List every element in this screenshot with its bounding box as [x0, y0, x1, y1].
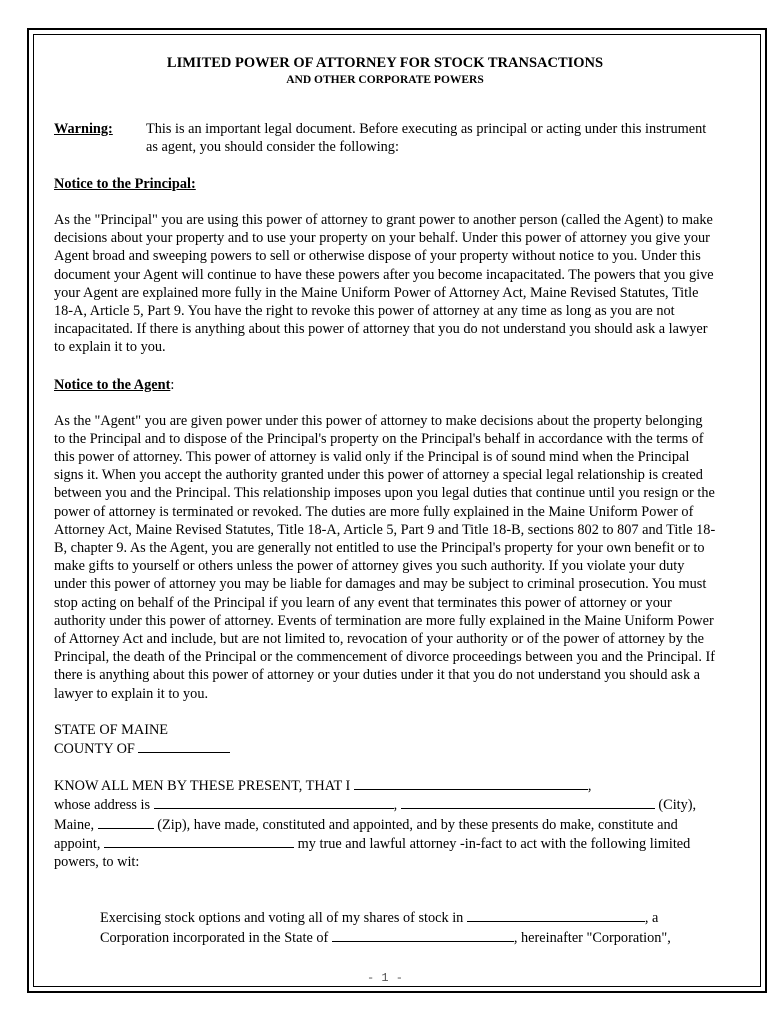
warning-block — [54, 120, 716, 156]
corporation-name-field[interactable] — [467, 908, 645, 922]
powers-text: powers, to wit: — [54, 854, 140, 871]
exercising-paragraph — [100, 908, 716, 946]
zip-field[interactable] — [98, 815, 154, 829]
city-field[interactable] — [401, 795, 655, 809]
maine-label: Maine, — [54, 816, 95, 833]
know-intro: KNOW ALL MEN BY THESE PRESENT, THAT I — [54, 778, 351, 795]
state-line: STATE OF MAINE — [54, 721, 169, 738]
document-subtitle: AND OTHER CORPORATE POWERS — [286, 74, 484, 86]
warning-label: Warning: — [54, 121, 113, 137]
appoint-label: appoint, — [54, 835, 101, 852]
attorney-name-field[interactable] — [104, 834, 294, 848]
agent-heading-text: Notice to the Agent — [54, 376, 171, 393]
agent-heading — [54, 376, 716, 394]
agent-text: As the "Agent" you are given power under this power of attorney to make decisions about the property belonging to the Principal and to dispose of the Principal's property on the Principal's behalf in accordance with the terms of this power of attorney. This power of attorney is valid only if the Principal is of sound mind when the Principal signs it. When you accept the authority granted under this power of attorney a special legal relationship is created between you and the Principal. This relationship imposes upon you legal duties that continue until you resign or the power of attorney is terminated or revoked. The duties are more fully explained in the Maine Uniform Power of Attorney Act, Maine Revised Statutes, Title 18-A, Article 5, Part 9 and Title 18-B, sections 802 to 807 and Title 18-B, chapter 9. As the Agent, you are generally not entitled to use the Principal's property for your own benefit or to make gifts to yourself or others unless the power of attorney gives you such authority. If you violate your duty under this power of attorney you may be liable for damages and may be subject to criminal prosecution. You must stop acting on behalf of the Principal if you learn of any event that terminates this power of attorney or your authority under this power of attorney. Events of termination are more fully explained in the Maine Uniform Power of Attorney Act and include, but are not limited to, revocation of your authority or of the power of attorney by the Principal, the death of the Principal or the commencement of divorce proceedings between you and the Principal. If there is anything about this power of attorney or your duties under it that you do not understand you should ask a lawyer to explain it to you. — [54, 412, 716, 702]
principal-heading — [54, 175, 716, 193]
county-label: COUNTY OF — [54, 741, 135, 758]
a-text: , a — [644, 910, 659, 927]
know-all-men-paragraph: KNOW ALL MEN BY THESE PRESENT, THAT I , whose address is , (City), Maine, (Zip), have made, constituted and appointed, and by these presents do make, constitute and appoint, my true and lawful attorney -in-fact to act with the following limited powers, to wit: — [54, 778, 697, 871]
county-line — [54, 739, 716, 758]
warning-text: This is an important legal document. Before executing as principal or acting under this instrument as agent, you should consider the following: — [146, 121, 707, 155]
principal-text: As the "Principal" you are using this power of attorney to grant power to another person (called the Agent) to make decisions about your property and to use your property on your behalf. Under this power of attorney you give your Agent broad and sweeping powers to sell or otherwise dispose of your property without notice to you. Under this document your Agent will continue to have these powers after you become incapacitated. The powers that you give your Agent are explained more fully in the Maine Uniform Power of Attorney Act, Maine Revised Statutes, Title 18-A, Article 5, Part 9. You have the right to revoke this power of attorney at any time as long as you are not incapacitated. If there is anything about this power of attorney that you do not understand you should ask a lawyer to explain it to you. — [54, 212, 714, 356]
address-field[interactable] — [154, 795, 394, 809]
appoint-text: my true and lawful attorney -in-fact to act with the following limited — [297, 835, 691, 852]
zip-text: (Zip), have made, constituted and appointed, and by these presents do make, constitute and — [157, 816, 678, 833]
principal-name-field[interactable] — [354, 776, 588, 790]
whose-address-label: whose address is — [54, 797, 151, 814]
state-of-incorporation-field[interactable] — [332, 928, 514, 942]
page-number: - 1 - — [366, 971, 403, 985]
document-page — [54, 54, 716, 947]
city-label: (City), — [658, 797, 697, 814]
corporation-text: Corporation incorporated in the State of — [100, 929, 329, 946]
document-title: LIMITED POWER OF ATTORNEY FOR STOCK TRANSACTIONS — [166, 55, 604, 71]
principal-heading-text: Notice to the Principal: — [54, 176, 196, 192]
agent-heading-colon: : — [170, 376, 175, 393]
county-field[interactable] — [138, 739, 230, 753]
state-county-block — [54, 721, 716, 758]
hereinafter-text: , hereinafter "Corporation", — [513, 929, 671, 946]
exercising-text: Exercising stock options and voting all of my shares of stock in — [100, 910, 464, 927]
